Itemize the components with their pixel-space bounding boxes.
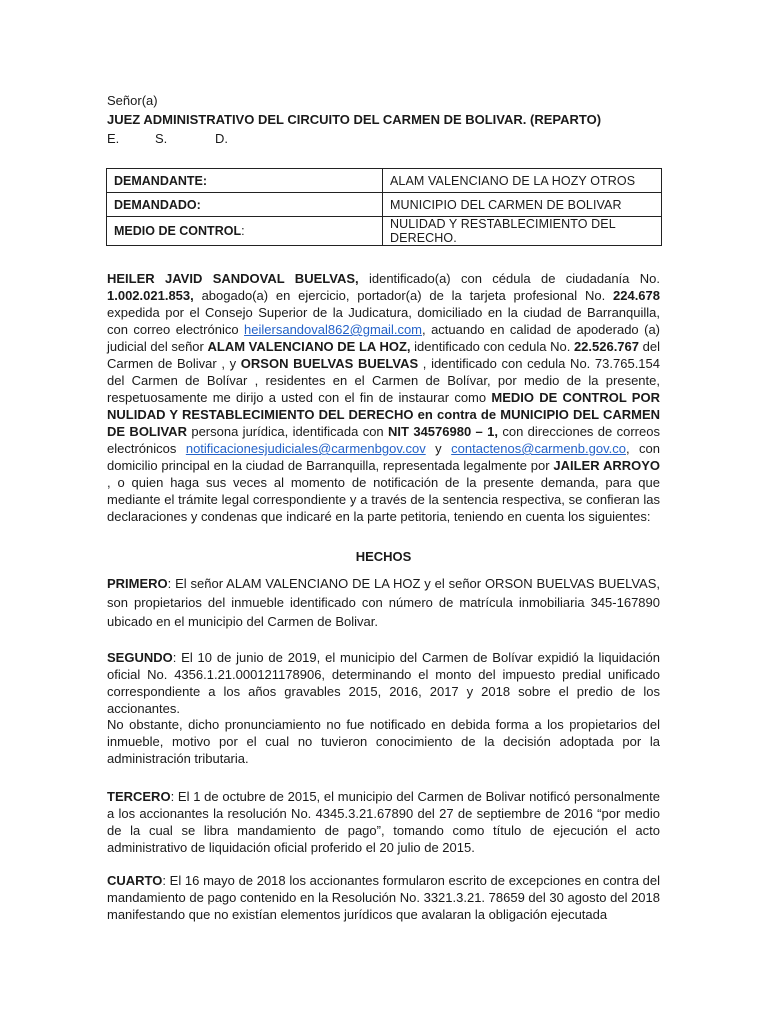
nit: NIT 34576980 – 1,: [388, 424, 498, 439]
intro-paragraph: [107, 270, 660, 525]
addressee: JUEZ ADMINISTRATIVO DEL CIRCUITO DEL CARMEN DE BOLIVAR. (REPARTO): [107, 112, 602, 127]
party-label: DEMANDADO:: [107, 193, 383, 217]
intro-text: y: [425, 441, 452, 456]
fact-segundo: [107, 649, 660, 717]
client-2-name: ORSON BUELVAS BUELVAS: [240, 356, 419, 371]
esd-d: D.: [215, 131, 228, 146]
intro-text: persona jurídica, identificada con: [186, 424, 389, 439]
fact-label: PRIMERO: [107, 576, 168, 591]
fact-text: : El señor ALAM VALENCIANO DE LA HOZ y el señor ORSON BUELVAS BUELVAS, son propietarios del inmueble identificado con número de matrícula inmobiliaria 345-167890 ubicado en el municipio del Carmen de Bolivar.: [107, 576, 660, 629]
fact-tercero: [107, 788, 660, 856]
lawyer-name: HEILER JAVID SANDOVAL BUELVAS,: [107, 271, 359, 286]
fact-label: TERCERO: [107, 789, 171, 804]
lawyer-id: 1.002.021.853,: [107, 288, 194, 303]
intro-text: , actuando en calidad de apoderado (a) judicial del señor: [107, 322, 661, 354]
intro-text: identificado con cedula No.: [410, 339, 574, 354]
intro-text: , identificado con cedula No. 73.765.154 del Carmen de Bolívar , residentes en el Carmen de Bolívar, por medio de la presente, respetuosamente me dirijo a usted con el fin de instaurar como: [107, 356, 660, 405]
no-obstante-paragraph: No obstante, dicho pronunciamiento no fue notificado en debida forma a los propietarios del inmueble, motivo por el cual no tuvieron conocimiento de la decisión adoptada por la administración tributaria.: [107, 717, 660, 766]
party-value: ALAM VALENCIANO DE LA HOZY OTROS: [383, 169, 662, 193]
action-title: MEDIO DE CONTROL POR NULIDAD Y RESTABLECIMIENTO DEL DERECHO en contra de MUNICIPIO DEL CARMEN DE BOLIVAR: [107, 390, 660, 439]
legal-representative: JAILER ARROYO: [553, 458, 661, 473]
party-value: NULIDAD Y RESTABLECIMIENTO DEL DERECHO.: [383, 217, 662, 246]
hechos-heading: HECHOS: [355, 549, 412, 564]
fact-text: : El 16 mayo de 2018 los accionantes formularon escrito de excepciones en contra del mandamiento de pago contenido en la Resolución No. 3321.3.21. 78659 del 30 agosto del 2018 manifestando que no existían elementos jurídicos que avalaran la obligación ejecutada: [107, 873, 660, 922]
lawyer-email-link[interactable]: heilersandoval862@gmail.com: [244, 322, 423, 337]
salutation: Señor(a): [107, 93, 158, 108]
intro-text: expedida por el Consejo Superior de la Judicatura, domiciliado en la ciudad de Barranquilla, con correo electrónico: [107, 305, 660, 337]
fact-text: : El 10 de junio de 2019, el municipio del Carmen de Bolívar expidió la liquidación oficial No. 4356.1.21.000121178906, determinando el monto del impuesto predial unificado correspondiente a los años gravables 2015, 2016, 2017 y 2018 sobre el predio de los accionantes.: [107, 650, 660, 716]
table-row: [107, 193, 662, 217]
intro-text: , o quien haga sus veces al momento de notificación de la presente demanda, para que mediante el trámite legal correspondiente y a través de la sentencia respectiva, se confieran las declaraciones y condenas que indicaré en la parte petitoria, teniendo en cuenta los siguientes:: [107, 475, 660, 524]
party-label-text: MEDIO DE CONTROL: [114, 224, 242, 238]
professional-card: 224.678: [613, 288, 660, 303]
party-label-colon: :: [241, 224, 245, 238]
intro-text: , con domicilio principal en la ciudad de Barranquilla, representada legalmente por: [107, 441, 661, 473]
intro-text: del Carmen de Bolivar , y: [107, 339, 660, 371]
fact-label: SEGUNDO: [107, 650, 173, 665]
fact-text: : El 1 de octubre de 2015, el municipio del Carmen de Bolivar notificó personalmente a los accionantes la resolución No. 4345.3.21.67890 del 27 de septiembre de 2016 “por medio de la cual se libra mandamiento de pago”, tomando como título de ejecución el acto administrativo de liquidación oficial proferido el 20 julio de 2015.: [107, 789, 660, 855]
client-1-name: ALAM VALENCIANO DE LA HOZ,: [207, 339, 411, 354]
esd-e: E.: [107, 131, 120, 146]
intro-text: abogado(a) en ejercicio, portador(a) de la tarjeta profesional No.: [193, 288, 613, 303]
letter-header: [107, 91, 601, 148]
fact-label: CUARTO: [107, 873, 163, 888]
parties-table: [106, 168, 662, 246]
fact-primero: [107, 574, 660, 631]
intro-text: identificado(a) con cédula de ciudadanía No.: [358, 271, 660, 286]
party-label: [107, 217, 383, 246]
esd-s: S.: [155, 131, 168, 146]
esd-line: [107, 129, 601, 148]
contact-email-link[interactable]: contactenos@carmenb.gov.co: [451, 441, 626, 456]
party-value: MUNICIPIO DEL CARMEN DE BOLIVAR: [383, 193, 662, 217]
intro-text: con direcciones de correos electrónicos: [107, 424, 660, 456]
judicial-email-link[interactable]: notificacionesjudiciales@carmenbgov.cov: [185, 441, 426, 456]
table-row: [107, 217, 662, 246]
client-1-id: 22.526.767: [573, 339, 640, 354]
party-label: DEMANDANTE:: [107, 169, 383, 193]
fact-cuarto: [107, 872, 660, 923]
table-row: [107, 169, 662, 193]
